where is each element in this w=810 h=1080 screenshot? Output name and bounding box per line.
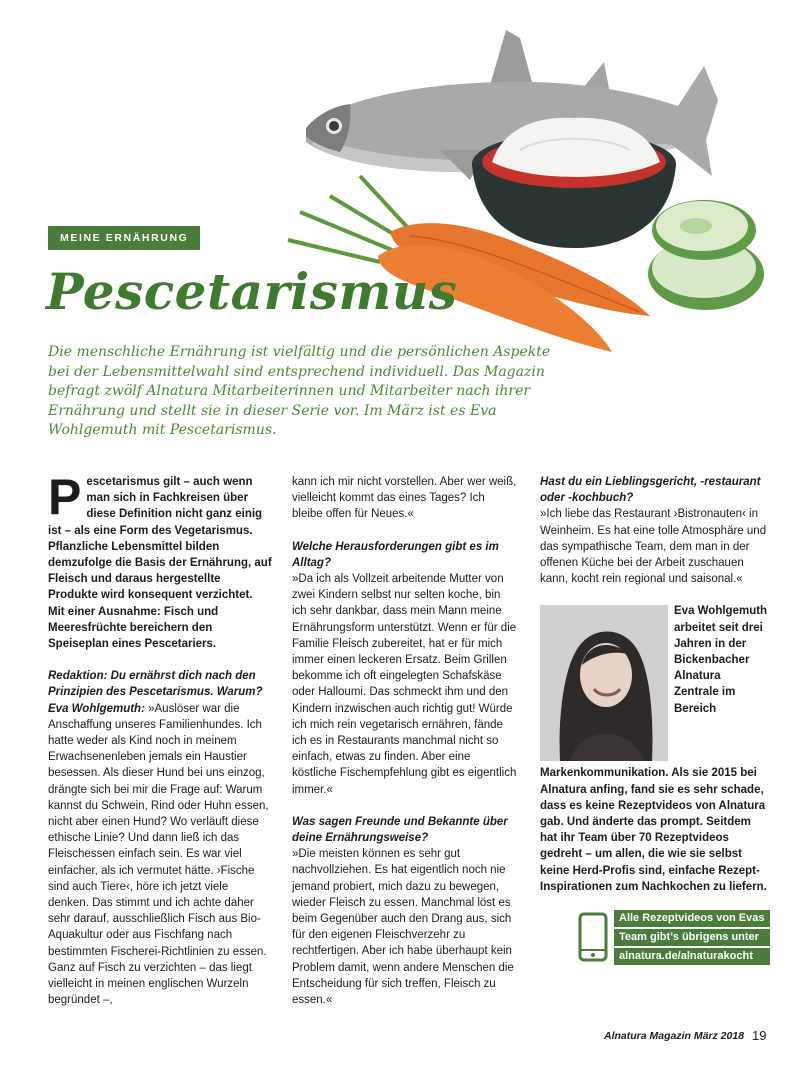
answer-2: »Da ich als Vollzeit arbeitende Mutter von zwei Kindern selbst nur selten koche, bin ich sehr dankbar, dass mein Mann meine Ernährungsform unterstützt. Wenn er für die Familie Fleisch zubereitet, hat er für mich immer einen leckeren Ersatz. Beim Grillen bekomme ich oft eingelegten Schafskäse oder Halloumi. Das schmeckt ihm und den Kindern inzwischen auch richtig gut! Würde ich mich rein vegetarisch ernähren, fände ich es in Restaurants manchmal nicht so einfach, etwas zu finden. Aber eine köstliche Fischempfehlung gibt es eigentlich immer.« xyxy=(292,573,517,796)
portrait-photo xyxy=(540,605,668,761)
answer-1-continued: kann ich mir nicht vorstellen. Aber wer weiß, vielleicht kommt das eines Tages? Ich bleibe offen für Neues.« xyxy=(292,476,517,521)
question-4: Hast du ein Lieblingsgericht, -restaurant oder -kochbuch? xyxy=(540,476,761,505)
article-column-3 xyxy=(540,474,768,895)
promo-link[interactable]: alnatura.de/alnaturakocht xyxy=(614,948,770,965)
bio-body: arbeitet seit drei Jahren in der Bickenbacher Alnatura Zentrale im Bereich Markenkommunikation. Als sie 2015 bei Alnatura anfing, fand sie es sehr schade, dass es keine Rezeptvideos von Alnatura gab. Und änderte das prompt. Seitdem hat ihr Team über 70 Rezeptvideos gedreht – um allen, die wie sie selbst keine Herd-Profis sind, einfache Rezept-Inspirationen zum Nachkochen zu liefern. xyxy=(540,621,767,893)
article-column-2 xyxy=(292,474,518,1008)
food-illustration xyxy=(0,0,810,380)
smartphone-icon xyxy=(578,912,608,962)
lead-paragraph xyxy=(48,469,272,652)
question-2: Welche Herausforderungen gibt es im Alltag? xyxy=(292,540,499,569)
answer-4: »Ich liebe das Restaurant ›Bistronauten‹ in Weinheim. Es hat eine tolle Atmosphäre und das sympathische Team, dem man in der offenen Küche bei der Arbeit zuschauen kann, kocht rein regional und saisonal.« xyxy=(540,508,767,586)
question-1: Redaktion: Du ernährst dich nach den Prinzipien des Pescetarismus. Warum? xyxy=(48,670,263,699)
category-tag: MEINE ERNÄHRUNG xyxy=(48,226,200,250)
lead-text: escetarismus gilt – auch wenn man sich in Fachkreisen über diese Definition nicht ganz einig ist – als eine Form des Vegetarismus. Pflanzliche Lebensmittel bilden demzufolge die Basis der Ernährung, auf Fleisch und daraus hergestellte Produkte wird konsequent verzichtet. Mit einer Ausnahme: Fisch und Meeresfrüchte bereichern den Speiseplan eines Pescetariers. xyxy=(48,476,272,651)
page-number: 19 xyxy=(752,1028,767,1043)
bio-box xyxy=(540,603,768,895)
intro-text: Die menschliche Ernährung ist vielfältig und die persönlichen Aspekte bei der Lebensmittelwahl sind entsprechend individuell. Das Magazin befragt zwölf Alnatura Mitarbeiterinnen und Mitarbeiter nach ihrer Ernährung und stellt sie in dieser Serie vor. Im März ist es Eva Wohlgemuth mit Pescetarismus. xyxy=(48,344,551,439)
drop-cap: P xyxy=(48,469,82,525)
bio-name: Eva Wohlgemuth xyxy=(674,605,768,618)
article-column-1 xyxy=(48,469,272,1009)
answer-1 xyxy=(48,701,272,1009)
question-3: Was sagen Freunde und Bekannte über deine Ernährungsweise? xyxy=(292,815,508,845)
promo-line-2: Team gibt’s übrigens unter xyxy=(614,929,770,946)
answer-3: »Die meisten können es sehr gut nachvollziehen. Es hat eigentlich noch nie jemand probiert, mich dazu zu bewegen, wieder Fleisch zu essen. Manchmal löst es beim Gegenüber auch den Drang aus, sich für den eigenen Fleischverzehr zu rechtfertigen. Aber ich habe überhaupt kein Problem damit, wenn andere Menschen die Entscheidung für sich treffen, Fleisch zu essen.« xyxy=(292,848,514,1007)
speaker-label: Eva Wohlgemuth: xyxy=(48,702,145,715)
page-title: Pescetarismus xyxy=(46,262,458,321)
promo-text xyxy=(614,910,770,967)
magazine-footer: Alnatura Magazin März 2018 xyxy=(604,1030,745,1042)
recipe-video-promo xyxy=(578,910,774,962)
promo-line-1: Alle Rezeptvideos von Evas xyxy=(614,910,770,927)
answer-1-text: »Auslöser war die Anschaffung unseres Familienhundes. Ich hatte weder als Kind noch in meinem Erwachsenenleben jemals ein Haustier besessen. Als dieser Hund bei uns einzog, drängte sich bei mir die Frage auf: Warum kannst du Schwein, Rind oder Huhn essen, nicht aber einen Hund? Wo verläuft diese ethische Linie? Und dann ließ ich das Fleischessen einfach sein. Es war viel einfacher, als ich vermutet hätte. ›Fische sind auch Tiere‹, höre ich jetzt viele denken. Das stimmt und ich achte daher sehr darauf, ausschließlich Fisch aus Bio-Aquakultur oder aus Fischfang nach bestimmten Fischerei-Richtlinien zu essen. Ganz auf Fisch zu verzichten – das liegt vielleicht in meinen englischen Wurzeln begründet –, xyxy=(48,702,269,1007)
cucumber-illustration xyxy=(648,200,764,310)
